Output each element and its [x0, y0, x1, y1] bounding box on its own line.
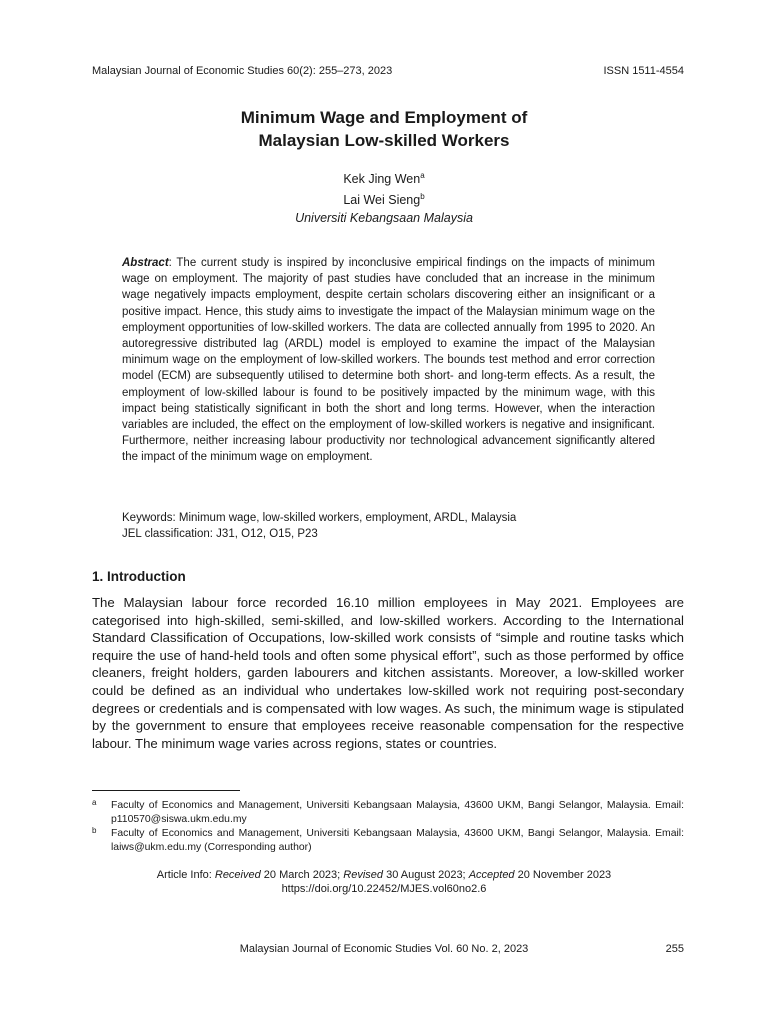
abstract-label: Abstract	[122, 257, 169, 269]
footnote-text: Faculty of Economics and Management, Universiti Kebangsaan Malaysia, 43600 UKM, Bangi Selangor, Malaysia. Email: laiws@ukm.edu.my (Corresponding author)	[111, 828, 684, 853]
keywords: Keywords: Minimum wage, low-skilled workers, employment, ARDL, Malaysia	[122, 512, 517, 524]
author-name: Kek Jing Wen	[343, 172, 421, 187]
title-line-1: Minimum Wage and Employment of	[240, 108, 528, 127]
abstract-text: : The current study is inspired by inconclusive empirical findings on the impacts of minimum wage on employment. The majority of past studies have concluded that an increase in the minimum wage negatively impacts employment, despite certain scholars discovering either an insignificant or a positive impact. Hence, this study aims to investigate the impact of the Malaysian minimum wage on the employment opportunities of low-skilled workers. The data are collected annually from 1995 to 2020. An autoregressive distributed lag (ARDL) model is employed to examine the impact of the Malaysian minimum wage on the employment of low-skilled workers. The bounds test method and error correction model (ECM) are subsequently utilised to determine both short- and long-term effects. As a result, the employment of low-skilled labour is found to be positively impacted by the minimum wage, with this impact being statistically significant in both the short and long terms. However, when the interaction variables are included, the effect on the employment of low-skilled workers is negative and insignificant. Furthermore, neither increasing labour productivity nor technological advancement significantly altered the impact of the minimum wage on employment.	[122, 257, 655, 464]
section-paragraph: The Malaysian labour force recorded 16.10 million employees in May 2021. Employees are categorised into high-skilled, semi-skilled, and low-skilled workers. According to the International Standard Classification of Occupations, low-skilled work consists of “simple and routine tasks which require the use of hand-held tools and often some physical effort”, such as those performed by office cleaners, freight holders, garden labourers and kitchen assistants. Moreover, a low-skilled worker could be defined as an individual who undertakes low-skilled work not requiring post-secondary degrees or credentials and is compensated with low wages. As such, the minimum wage is stipulated by the government to ensure that employees receive reasonable compensation for the respective labour. The minimum wage varies across regions, states or countries.	[92, 595, 684, 751]
article-info-prefix: Article Info:	[156, 869, 215, 881]
author-affiliation-mark: b	[420, 192, 425, 202]
running-header-issn: ISSN 1511-4554	[603, 65, 684, 77]
received-label: Received	[214, 869, 261, 881]
revised-date: 30 August 2023;	[383, 869, 469, 881]
article-info	[0, 868, 768, 896]
revised-label: Revised	[343, 869, 384, 881]
running-header-journal: Malaysian Journal of Economic Studies 60(2): 255–273, 2023	[92, 65, 393, 77]
footnote-a	[92, 799, 684, 826]
doi-link[interactable]: https://doi.org/10.22452/MJES.vol60no2.6	[281, 883, 487, 895]
author-2	[0, 188, 768, 209]
page-number: 255	[665, 943, 684, 955]
accepted-label: Accepted	[468, 869, 515, 881]
author-affiliation-mark: a	[420, 171, 425, 180]
jel-classification: JEL classification: J31, O12, O15, P23	[122, 528, 318, 540]
title-line-2: Malaysian Low-skilled Workers	[258, 131, 510, 150]
received-date: 20 March 2023;	[260, 869, 344, 881]
footnote-divider	[92, 790, 240, 791]
section-heading: 1. Introduction	[92, 569, 186, 584]
footnote-text: Faculty of Economics and Management, Universiti Kebangsaan Malaysia, 43600 UKM, Bangi Selangor, Malaysia. Email: p110570@siswa.ukm.edu.my	[111, 800, 684, 825]
abstract	[122, 255, 655, 466]
paper-title	[0, 106, 768, 152]
author-1	[0, 167, 768, 188]
footer-journal: Malaysian Journal of Economic Studies Vol. 60 No. 2, 2023	[239, 943, 529, 955]
footnote-mark: b	[92, 826, 97, 835]
article-dates	[0, 868, 768, 882]
footnote-mark: a	[92, 798, 97, 807]
footnote-b	[92, 827, 684, 854]
author-name: Lai Wei Sieng	[343, 193, 421, 208]
affiliation: Universiti Kebangsaan Malaysia	[295, 211, 473, 226]
keywords-block	[122, 510, 655, 542]
author-block	[0, 167, 768, 227]
accepted-date: 20 November 2023	[514, 869, 612, 881]
